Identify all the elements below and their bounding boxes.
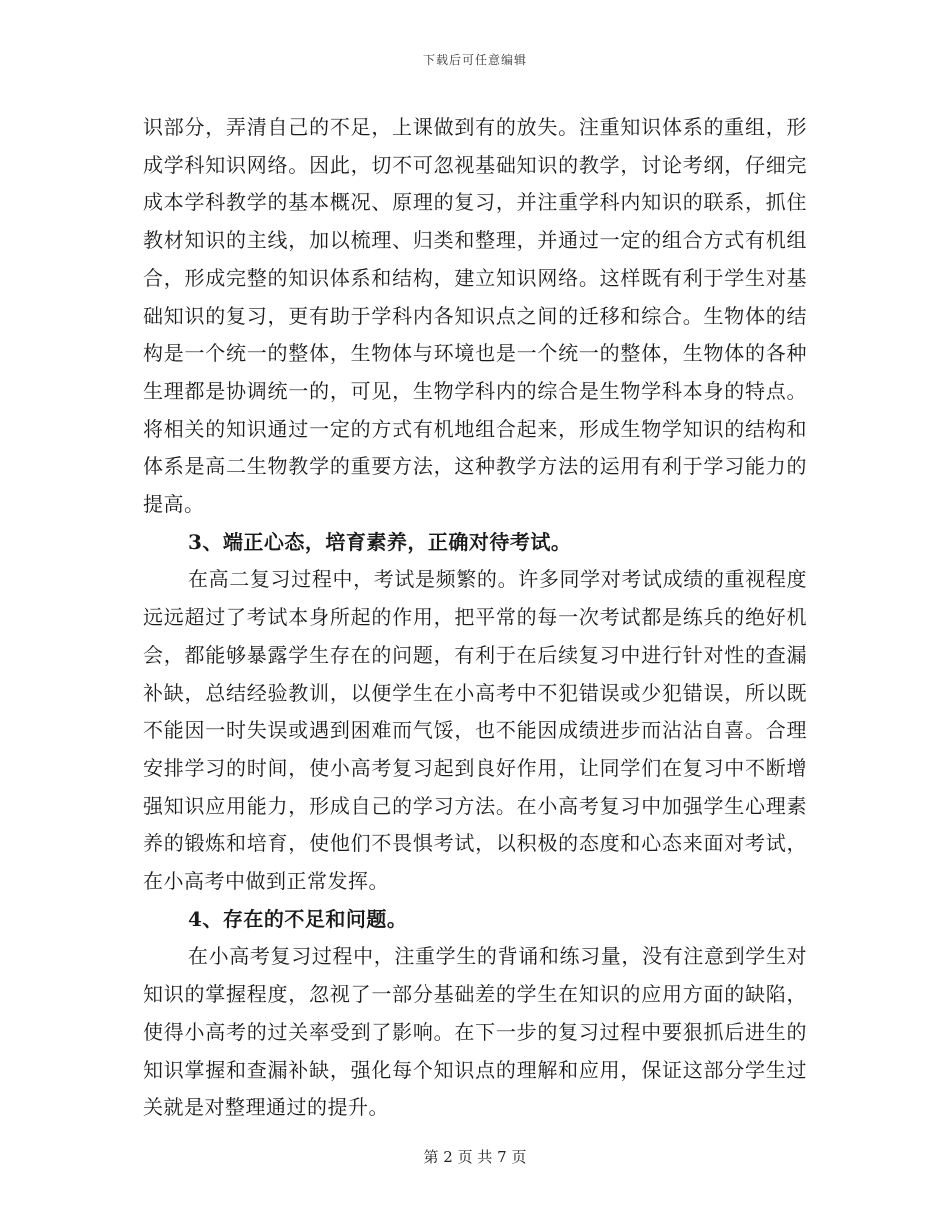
paragraph-knowledge-network: 识部分，弄清自己的不足，上课做到有的放失。注重知识体系的重组，形成学科知识网络。因此，切不可忽视基础知识的教学，讨论考纲，仔细完成本学科教学的基本概况、原理的复习，并注重学科内知识的联系，抓住教材知识的主线，加以梳理、归类和整理，并通过一定的组合方式有机组合，形成完整的知识体系和结构，建立知识网络。这样既有利于学生对基础知识的复习，更有助于学科内各知识点之间的迁移和综合。生物体的结构是一个统一的整体，生物体与环境也是一个统一的整体，生物体的各种生理都是协调统一的，可见，生物学科内的综合是生物学科本身的特点。将相关的知识通过一定的方式有机地组合起来，形成生物学知识的结构和体系是高二生物教学的重要方法，这种教学方法的运用有利于学习能力的提高。	[143, 115, 807, 517]
paragraph-exam-attitude: 在高二复习过程中，考试是频繁的。许多同学对考试成绩的重视程度远远超过了考试本身所起的作用，把平常的每一次考试都是练兵的绝好机会，都能够暴露学生存在的问题，有利于在后续复习中进行针对性的查漏补缺，总结经验教训，以便学生在小高考中不犯错误或少犯错误，所以既不能因一时失误或遇到困难而气馁，也不能因成绩进步而沾沾自喜。合理安排学习的时间，使小高考复习起到良好作用，让同学们在复习中不断增强知识应用能力，形成自己的学习方法。在小高考复习中加强学生心理素养的锻炼和培育，使他们不畏惧考试，以积极的态度和心态来面对考试，在小高考中做到正常发挥。	[143, 567, 807, 894]
section-heading-3: 3、端正心态，培育素养，正确对待考试。	[188, 529, 572, 554]
document-body	[143, 109, 807, 1127]
page-number: 第 2 页 共 7 页	[423, 1148, 527, 1166]
section-heading-4: 4、存在的不足和问题。	[188, 906, 408, 931]
page-header-note: 下载后可任意编辑	[422, 53, 527, 67]
paragraph-problems: 在小高考复习过程中，注重学生的背诵和练习量，没有注意到学生对知识的掌握程度，忽视了一部分基础差的学生在知识的应用方面的缺陷，使得小高考的过关率受到了影响。在下一步的复习过程中要狠抓后进生的知识掌握和查漏补缺，强化每个知识点的理解和应用，保证这部分学生过关就是对整理通过的提升。	[143, 944, 807, 1120]
